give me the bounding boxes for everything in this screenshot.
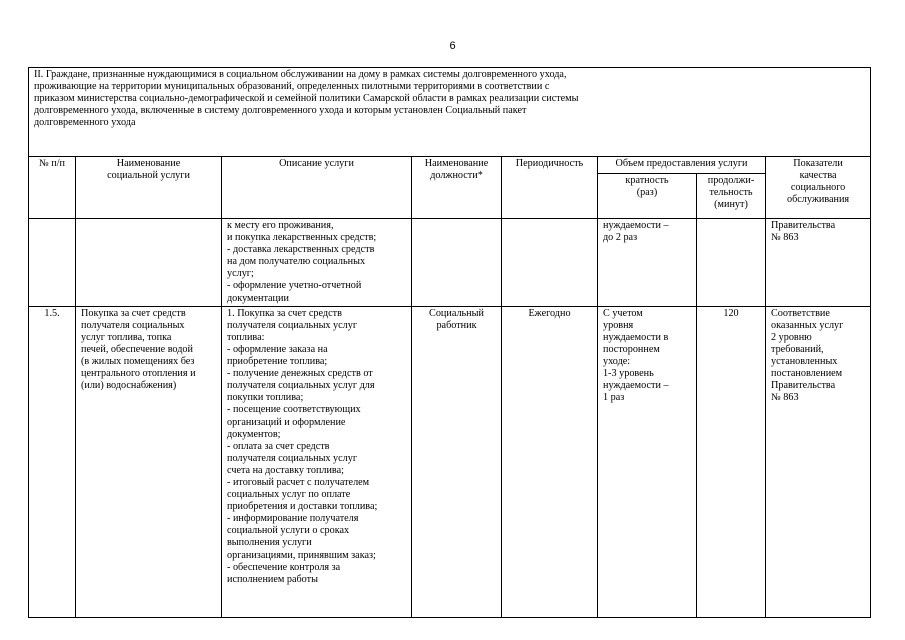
text-line: социальных услуг по оплате: [227, 489, 351, 501]
cell-service-name: [76, 219, 222, 307]
text-line: 1.5.: [44, 307, 60, 319]
cell-duration: [697, 219, 766, 307]
text-line: документов;: [227, 428, 281, 440]
text-line: - информирование получателя: [227, 513, 359, 525]
cell-quality: [766, 219, 871, 307]
text-line: - получение денежных средств от: [227, 368, 373, 380]
text-line: № 863: [771, 392, 799, 404]
text-line: Соответствие: [771, 307, 830, 319]
text-line: нуждаемости в: [603, 331, 669, 343]
text-line: на дом получателю социальных: [227, 256, 366, 268]
text-line: установленных: [771, 356, 838, 368]
text-line: и покупка лекарственных средств;: [227, 232, 377, 244]
text-line: № 863: [771, 232, 799, 244]
text-line: - оплата за счет средств: [227, 440, 330, 452]
cell-quality: [766, 306, 871, 617]
table-row-continuation: [29, 219, 871, 307]
header-volume: [598, 157, 766, 174]
cell-description: [222, 306, 412, 617]
text-line: Правительства: [771, 220, 836, 231]
text-line: - оформление заказа на: [227, 343, 328, 355]
text-line: С учетом: [603, 307, 643, 319]
cell-multiplicity: [598, 219, 697, 307]
text-line: исполнением работы: [227, 573, 318, 585]
text-line: до 2 раз: [603, 232, 638, 244]
text-line: уровня: [603, 319, 634, 331]
cell-service-name: [76, 306, 222, 617]
text-line: Правительства: [771, 380, 836, 392]
cell-num: [29, 306, 76, 617]
text-line: (или) водоснабжения): [81, 380, 177, 392]
header-position: [412, 157, 502, 219]
text-line: Показатели: [793, 158, 843, 169]
text-line: - итоговый расчет с получателем: [227, 476, 370, 488]
text-line: 1 раз: [603, 392, 625, 404]
text-line: Ежегодно: [528, 307, 571, 319]
table-row-1-5: [29, 306, 871, 617]
text-line: Объем предоставления услуги: [615, 158, 748, 169]
header-description: [222, 157, 412, 219]
text-line: социальной услуги о сроках: [227, 525, 350, 537]
header-multiplicity: [598, 174, 697, 219]
text-line: II. Граждане, признанные нуждающимися в социальном обслуживании на дому в рамках системы долговременного ухода,: [34, 69, 567, 80]
text-line: 120: [723, 307, 739, 319]
text-line: услуг;: [227, 268, 254, 280]
text-line: Наименование: [116, 158, 181, 169]
text-line: нуждаемости –: [603, 220, 669, 231]
text-line: выполнения услуги: [227, 537, 312, 549]
text-line: к месту его проживания,: [227, 220, 334, 231]
text-line: социальной услуги: [107, 170, 190, 182]
text-line: социального: [790, 182, 846, 194]
text-line: Периодичность: [515, 158, 584, 169]
text-line: Описание услуги: [279, 158, 354, 169]
text-line: 1-3 уровень: [603, 368, 654, 380]
text-line: Покупка за счет средств: [81, 307, 186, 319]
cell-position: [412, 306, 502, 617]
text-line: организациями, принявшим заказ;: [227, 549, 376, 561]
text-line: № п/п: [38, 158, 65, 169]
text-line: организаций и оформление: [227, 416, 346, 428]
text-line: - обеспечение контроля за: [227, 561, 341, 573]
text-line: топлива:: [227, 331, 265, 343]
text-line: - посещение соответствующих: [227, 404, 361, 416]
text-line: центрального отопления и: [81, 368, 196, 380]
text-line: кратность: [625, 175, 669, 186]
text-line: уходе:: [603, 356, 631, 368]
text-line: 2 уровню: [771, 331, 812, 343]
text-line: требований,: [771, 343, 824, 355]
text-line: оказанных услуг: [771, 319, 844, 331]
cell-multiplicity: [598, 306, 697, 617]
text-line: постановлением: [771, 368, 843, 380]
text-line: - доставка лекарственных средств: [227, 244, 375, 256]
text-line: покупки топлива;: [227, 392, 304, 404]
text-line: качества: [799, 170, 837, 182]
text-line: получателя социальных услуг: [227, 319, 358, 331]
header-periodicity: [502, 157, 598, 219]
text-line: (раз): [636, 187, 658, 199]
text-line: приобретение топлива;: [227, 356, 328, 368]
cell-periodicity: [502, 306, 598, 617]
text-line: документации: [227, 292, 289, 304]
header-service-name: [76, 157, 222, 219]
text-line: счета на доставку топлива;: [227, 464, 344, 476]
text-line: продолжи-: [707, 175, 755, 186]
text-line: постороннем: [603, 343, 660, 355]
text-line: Социальный: [429, 307, 484, 319]
text-line: приказом министерства социально-демографической и семейной политики Самарской области в рамках реализации системы: [34, 93, 579, 105]
text-line: Наименование: [424, 158, 489, 169]
text-line: долговременного ухода, включенные в систему долговременного ухода и которым установлен Социальный пакет: [34, 105, 527, 117]
text-line: (в жилых помещениях без: [81, 356, 195, 368]
text-line: долговременного ухода: [34, 117, 136, 129]
text-line: тельность: [709, 187, 753, 199]
text-line: получателя социальных услуг для: [227, 380, 375, 392]
page-number: 6: [449, 40, 456, 52]
cell-description: [222, 219, 412, 307]
text-line: нуждаемости –: [603, 380, 669, 392]
text-line: получателя социальных услуг: [227, 452, 358, 464]
section-heading: [29, 68, 871, 157]
text-line: печей, обеспечение водой: [81, 343, 193, 355]
header-quality: [766, 157, 871, 219]
cell-periodicity: [502, 219, 598, 307]
text-line: обслуживания: [786, 194, 850, 206]
text-line: работник: [436, 319, 477, 331]
text-line: приобретения и доставки топлива;: [227, 501, 378, 513]
text-line: проживающие на территории муниципальных образований, определенных пилотными территориями в соответствии с: [34, 81, 550, 93]
cell-num: [29, 219, 76, 307]
text-line: должности*: [430, 170, 483, 182]
header-duration: [697, 174, 766, 219]
text-line: услуг топлива, топка: [81, 331, 172, 343]
text-line: - оформление учетно-отчетной: [227, 280, 362, 292]
text-line: 1. Покупка за счет средств: [227, 307, 342, 319]
cell-position: [412, 219, 502, 307]
text-line: получателя социальных: [81, 319, 185, 331]
text-line: (минут): [714, 199, 748, 211]
header-num: [29, 157, 76, 219]
services-table: [28, 67, 871, 618]
cell-duration: [697, 306, 766, 617]
